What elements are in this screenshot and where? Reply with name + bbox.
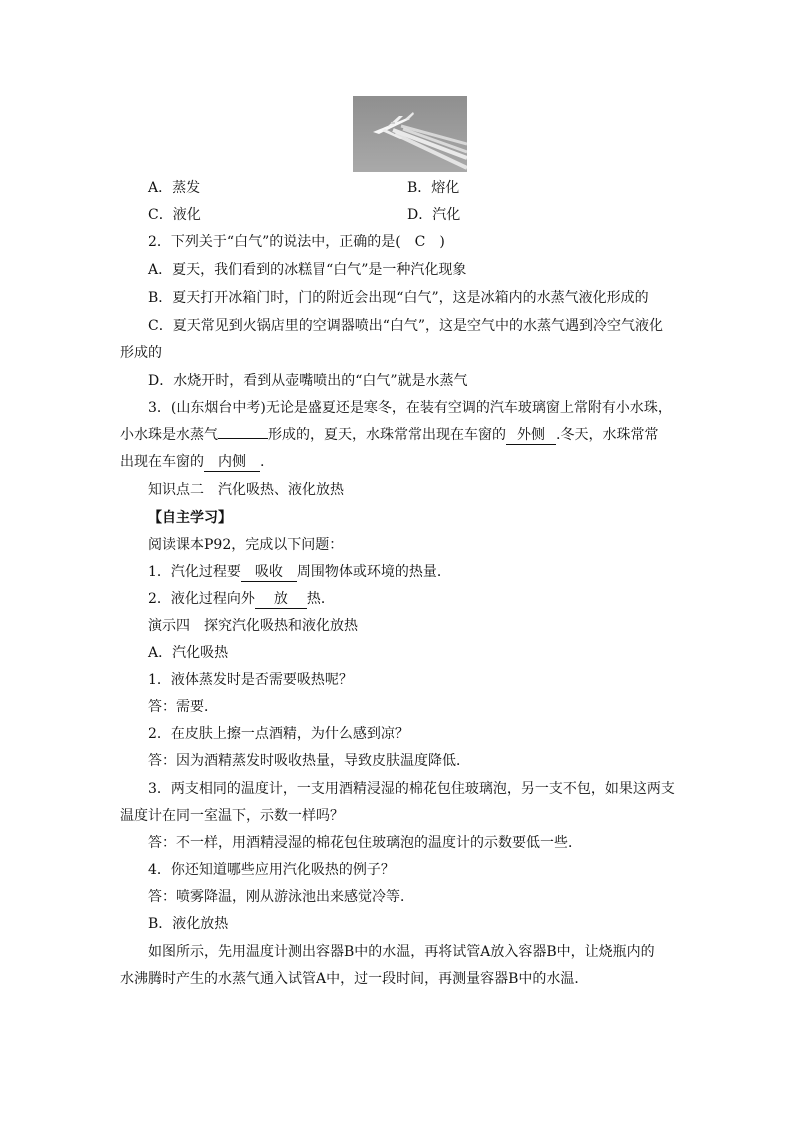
section-intro: 阅读课本P92，完成以下问题： xyxy=(148,537,344,553)
self-study-item-2 xyxy=(148,589,335,609)
option-a: A．蒸发 xyxy=(148,180,201,196)
section-heading: 知识点二 汽化吸热、液化放热 xyxy=(148,482,344,498)
airplane-contrail-image xyxy=(353,96,467,172)
q3-line2 xyxy=(120,425,658,445)
q3-blank-answer xyxy=(218,438,268,439)
demo-answer-3: 答：不一样，用酒精浸湿的棉花包住玻璃泡的温度计的示数要低一些． xyxy=(148,835,582,851)
item-text: 热． xyxy=(306,591,335,607)
blank-answer: 吸收 xyxy=(241,563,297,582)
option-d: D．汽化 xyxy=(407,207,461,223)
q2-stem: 2．下列关于“白气”的说法中，正确的是( C ) xyxy=(148,234,445,250)
demo-paragraph-line1: 如图所示，先用温度计测出容器B中的水温，再将试管A放入容器B中，让烧瓶内的 xyxy=(148,944,655,960)
q3-text: .冬天，水珠常常 xyxy=(556,427,659,443)
item-text: 2．液化过程向外 xyxy=(148,591,255,607)
q2-option-c-line1: C．夏天常见到火锅店里的空调器喷出“白气”，这是空气中的水蒸气遇到冷空气液化 xyxy=(148,318,664,334)
demo-answer-1: 答：需要． xyxy=(148,699,218,715)
demo-heading: 演示四 探究汽化吸热和液化放热 xyxy=(148,618,358,634)
self-study-item-1 xyxy=(148,562,451,582)
demo-answer-2: 答：因为酒精蒸发时吸收热量，导致皮肤温度降低． xyxy=(148,753,470,769)
demo-question-3-line1: 3．两支相同的温度计，一支用酒精浸湿的棉花包住玻璃泡，另一支不包，如果这两支 xyxy=(148,781,675,797)
q3-text: 形成的，夏天，水珠常常出现在车窗的 xyxy=(268,427,506,443)
demo-question-4: 4．你还知道哪些应用汽化吸热的例子？ xyxy=(148,862,395,878)
demo-part-b: B．液化放热 xyxy=(148,916,229,932)
q2-option-a: A．夏天，我们看到的冰糕冒“白气”是一种汽化现象 xyxy=(148,262,467,278)
self-study-heading: 【自主学习】 xyxy=(148,510,232,526)
q2-option-b: B．夏天打开冰箱门时，门的附近会出现“白气”，这是冰箱内的水蒸气液化形成的 xyxy=(148,290,649,306)
q3-line1: 3．(山东烟台中考)无论是盛夏还是寒冬，在装有空调的汽车玻璃窗上常附有小水珠， xyxy=(148,400,672,416)
demo-part-a: A．汽化吸热 xyxy=(148,645,229,661)
blank-answer: 放 xyxy=(255,590,307,609)
item-text: 周围物体或环境的热量． xyxy=(296,564,451,580)
q3-line3 xyxy=(120,452,264,472)
q3-text: 出现在车窗的 xyxy=(120,454,204,470)
demo-answer-4: 答：喷雾降温，刚从游泳池出来感觉冷等． xyxy=(148,889,414,905)
q2-option-c-line2: 形成的 xyxy=(120,345,162,361)
demo-question-1: 1．液体蒸发时是否需要吸热呢？ xyxy=(148,672,353,688)
demo-question-2: 2．在皮肤上擦一点酒精，为什么感到凉？ xyxy=(148,726,409,742)
demo-paragraph-line2: 水沸腾时产生的水蒸气通入试管A中，过一段时间，再测量容器B中的水温． xyxy=(120,971,589,987)
q3-text: 小水珠是水蒸气 xyxy=(120,427,218,443)
option-b: B．熔化 xyxy=(407,180,460,196)
demo-question-3-line2: 温度计在同一室温下，示数一样吗？ xyxy=(120,808,344,824)
q3-blank-answer: 内侧 xyxy=(204,453,260,472)
q3-blank-answer: 外侧 xyxy=(506,426,556,445)
q3-text: . xyxy=(260,454,265,470)
q2-option-d: D．水烧开时，看到从壶嘴喷出的“白气”就是水蒸气 xyxy=(148,373,468,389)
option-c: C．液化 xyxy=(148,207,201,223)
item-text: 1．汽化过程要 xyxy=(148,564,241,580)
